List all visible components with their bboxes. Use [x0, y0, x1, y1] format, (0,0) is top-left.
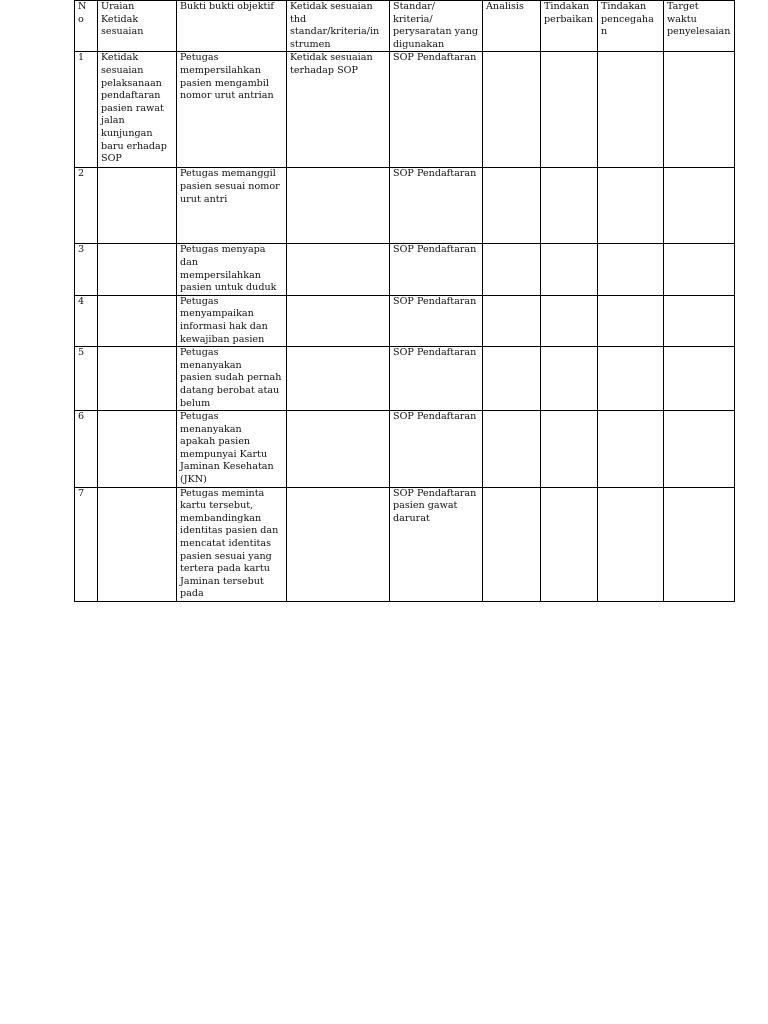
cell-bukti: Petugas memanggil pasien sesuai nomor urut antri: [177, 168, 287, 244]
cell-uraian: [98, 347, 177, 411]
cell-standar: SOP Pendaftaran pasien gawat darurat: [390, 487, 483, 601]
cell-bukti: Petugas menanyakan apakah pasien mempunyai Kartu Jaminan Kesehatan (JKN): [177, 411, 287, 488]
table-row: [75, 168, 735, 244]
cell-perbaikan: [541, 295, 598, 346]
cell-target: [664, 168, 735, 244]
cell-perbaikan: [541, 487, 598, 601]
cell-target: [664, 347, 735, 411]
cell-target: [664, 244, 735, 295]
header-bukti: Bukti bukti objektif: [177, 1, 287, 52]
header-pencegahan: Tindakan pencegaha n: [598, 1, 664, 52]
cell-no: 1: [75, 52, 98, 168]
cell-ketidak: [287, 487, 390, 601]
cell-perbaikan: [541, 52, 598, 168]
cell-standar: SOP Pendaftaran: [390, 411, 483, 488]
cell-pencegahan: [598, 411, 664, 488]
cell-analisis: [483, 411, 541, 488]
cell-standar: SOP Pendaftaran: [390, 347, 483, 411]
cell-ketidak: [287, 347, 390, 411]
cell-standar: SOP Pendaftaran: [390, 295, 483, 346]
cell-analisis: [483, 168, 541, 244]
cell-analisis: [483, 295, 541, 346]
cell-analisis: [483, 347, 541, 411]
cell-target: [664, 487, 735, 601]
cell-bukti: Petugas menanyakan pasien sudah pernah datang berobat atau belum: [177, 347, 287, 411]
cell-bukti: Petugas mempersilahkan pasien mengambil nomor urut antrian: [177, 52, 287, 168]
cell-pencegahan: [598, 244, 664, 295]
header-perbaikan: Tindakan perbaikan: [541, 1, 598, 52]
cell-ketidak: [287, 168, 390, 244]
cell-uraian: [98, 295, 177, 346]
cell-standar: SOP Pendaftaran: [390, 244, 483, 295]
table-row: [75, 347, 735, 411]
cell-perbaikan: [541, 168, 598, 244]
cell-perbaikan: [541, 347, 598, 411]
cell-pencegahan: [598, 487, 664, 601]
cell-ketidak: [287, 244, 390, 295]
cell-uraian: [98, 411, 177, 488]
cell-pencegahan: [598, 52, 664, 168]
cell-no: 5: [75, 347, 98, 411]
table-row: [75, 487, 735, 601]
cell-no: 2: [75, 168, 98, 244]
header-ketidak: Ketidak sesuaian thd standar/kriteria/in strumen: [287, 1, 390, 52]
cell-uraian: [98, 487, 177, 601]
cell-no: 6: [75, 411, 98, 488]
header-target: Target waktu penyelesaian: [664, 1, 735, 52]
table-row: [75, 52, 735, 168]
cell-target: [664, 52, 735, 168]
header-no: N o: [75, 1, 98, 52]
header-standar: Standar/ kriteria/ perysaratan yang digunakan: [390, 1, 483, 52]
cell-no: 4: [75, 295, 98, 346]
cell-target: [664, 295, 735, 346]
cell-ketidak: [287, 411, 390, 488]
cell-uraian: Ketidak sesuaian pelaksanaan pendaftaran pasien rawat jalan kunjungan baru erhadap SOP: [98, 52, 177, 168]
cell-analisis: [483, 487, 541, 601]
header-analisis: Analisis: [483, 1, 541, 52]
cell-standar: SOP Pendaftaran: [390, 168, 483, 244]
table-row: [75, 411, 735, 488]
document-page: [74, 0, 734, 600]
nonconformity-table: [74, 0, 735, 602]
cell-ketidak: Ketidak sesuaian terhadap SOP: [287, 52, 390, 168]
cell-bukti: Petugas menyapa dan mempersilahkan pasien untuk duduk: [177, 244, 287, 295]
cell-uraian: [98, 168, 177, 244]
table-row: [75, 295, 735, 346]
cell-analisis: [483, 244, 541, 295]
cell-perbaikan: [541, 411, 598, 488]
cell-pencegahan: [598, 295, 664, 346]
cell-standar: SOP Pendaftaran: [390, 52, 483, 168]
cell-uraian: [98, 244, 177, 295]
cell-perbaikan: [541, 244, 598, 295]
cell-pencegahan: [598, 347, 664, 411]
header-uraian: Uraian Ketidak sesuaian: [98, 1, 177, 52]
cell-analisis: [483, 52, 541, 168]
cell-bukti: Petugas menyampaikan informasi hak dan kewajiban pasien: [177, 295, 287, 346]
cell-no: 7: [75, 487, 98, 601]
table-header-row: [75, 1, 735, 52]
cell-pencegahan: [598, 168, 664, 244]
cell-no: 3: [75, 244, 98, 295]
cell-ketidak: [287, 295, 390, 346]
cell-target: [664, 411, 735, 488]
table-row: [75, 244, 735, 295]
cell-bukti: Petugas meminta kartu tersebut, membandingkan identitas pasien dan mencatat identitas pasien sesuai yang tertera pada kartu Jaminan tersebut pada: [177, 487, 287, 601]
